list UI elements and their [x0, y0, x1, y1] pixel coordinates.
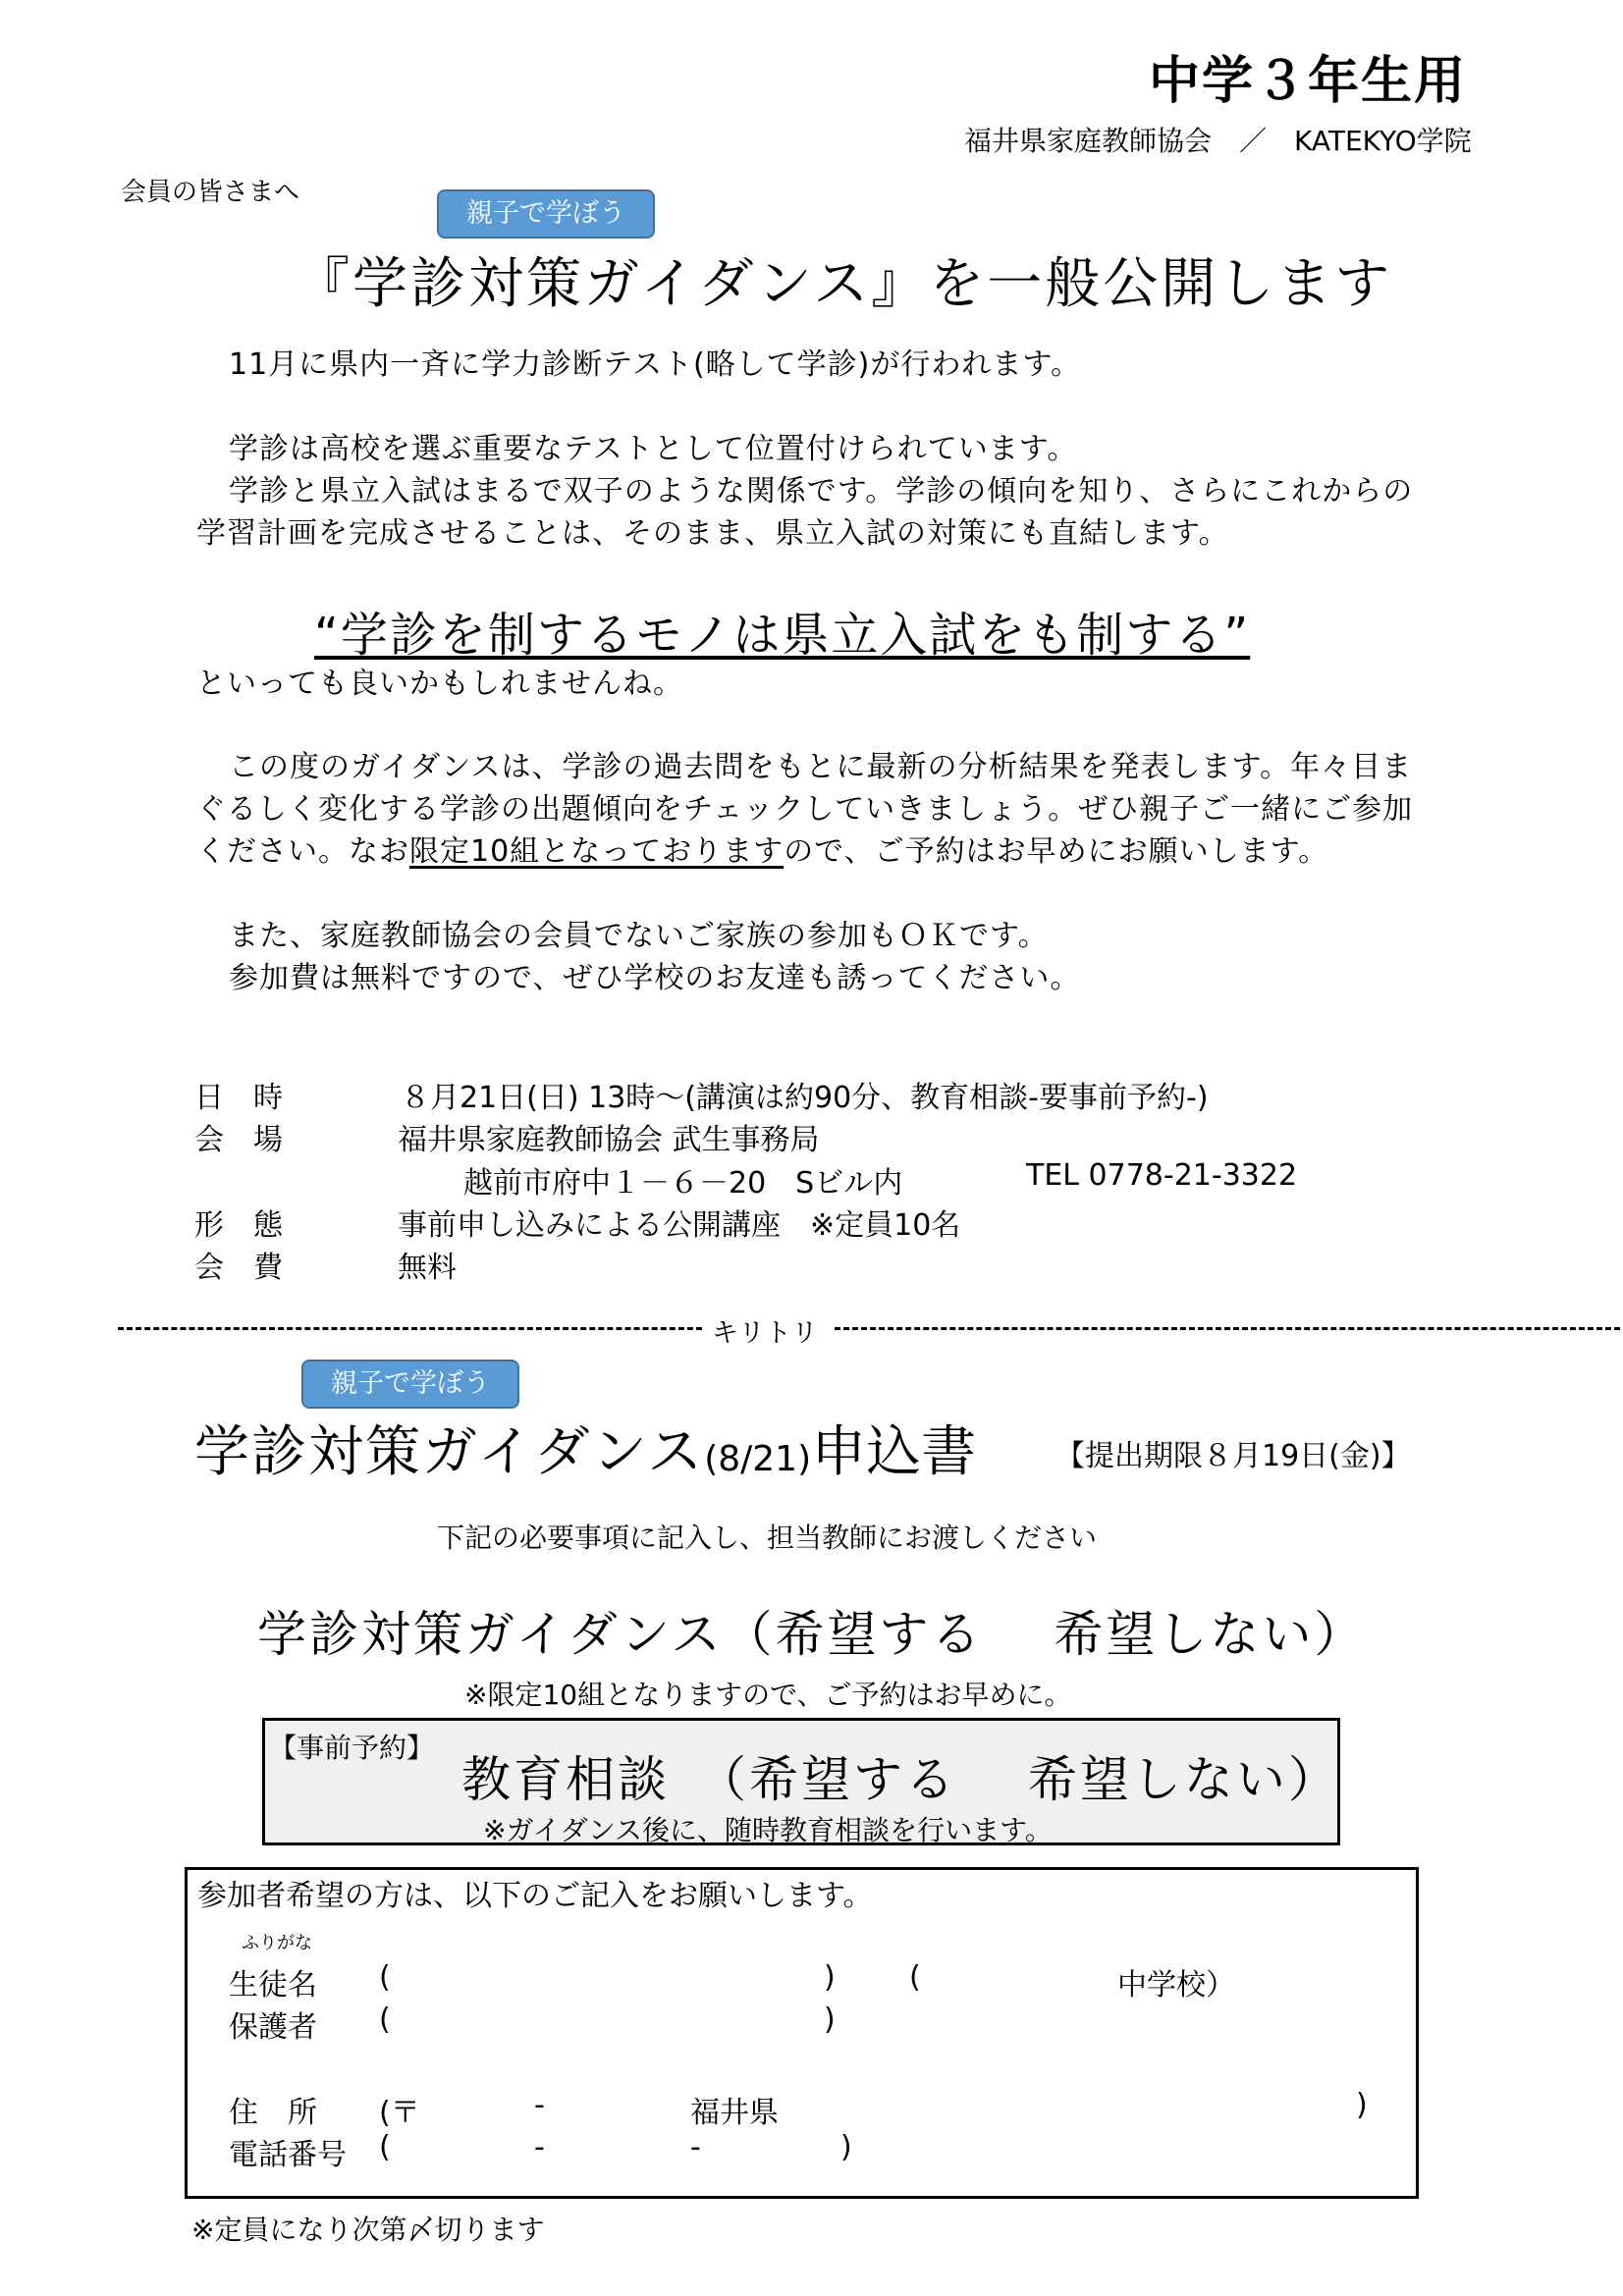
phone-dash-1: - — [534, 2130, 545, 2164]
phone-open-paren: ( — [379, 2130, 391, 2164]
intro-text-2: 学診は高校を選ぶ重要なテストとして位置付けられています。 — [229, 432, 1078, 466]
intro-text-5a: この度のガイダンスは、学診の過去問をもとに最新の分析結果を発表します。年々目まぐるしく変化する学診の出題傾向をチェックしていきましょう。ぜひ親子ご一緒にご参加ください。なお — [196, 750, 1414, 869]
venue-value: 福井県家庭教師協会 武生事務局 — [398, 1123, 820, 1157]
postal-code-dash: - — [534, 2088, 545, 2122]
furigana-label: ふりがな — [242, 1933, 312, 1953]
guidance-choice[interactable]: 学診対策ガイダンス（希望する 希望しない） — [257, 1606, 1367, 1663]
main-title: 『学診対策ガイダンス』を一般公開します — [295, 252, 1393, 316]
student-name-row — [229, 1960, 317, 2003]
intro-paragraph-5 — [196, 746, 1424, 873]
intro-text-7: 参加費は無料ですので、ぜひ学校のお友達も誘ってください。 — [229, 961, 1081, 995]
phone-close-paren: ) — [840, 2130, 852, 2164]
student-name-label: 生徒名 — [229, 1968, 317, 2002]
intro-text-6: また、家庭教師協会の会員でないご家族の参加もＯＫです。 — [229, 919, 1049, 953]
intro-text-5c: ので、ご予約はお早めにお願いします。 — [784, 834, 1329, 869]
intro-text-1: 11月に県内一斉に学力診断テスト(略して学診)が行われます。 — [229, 347, 1081, 382]
greeting: 会員の皆さまへ — [121, 178, 300, 207]
form-instruction: 下記の必要事項に記入し、担当教師にお渡しください — [437, 1522, 1098, 1554]
cut-line-dash-left — [118, 1327, 702, 1330]
fee-label: 会 費 — [194, 1251, 283, 1285]
consult-choice[interactable]: 教育相談 （希望する 希望しない） — [461, 1751, 1340, 1808]
address-prefix: (〒 — [379, 2096, 420, 2130]
guardian-open-paren: ( — [379, 2002, 391, 2037]
form-title-end: 申込書 — [811, 1420, 977, 1484]
phone-dash-2: - — [690, 2130, 701, 2164]
student-name-field[interactable] — [404, 1960, 993, 1996]
address-label: 住 所 — [229, 2096, 317, 2130]
date-label: 日 時 — [194, 1081, 283, 1115]
venue-address: 越前市府中１－６－20 Sビル内 — [463, 1166, 903, 1201]
intro-paragraph-6 — [229, 915, 1407, 957]
phone-label: 電話番号 — [229, 2138, 347, 2172]
limited-groups-text: 限定10組となっております — [409, 834, 784, 869]
key-quote — [314, 597, 1250, 665]
form-title — [194, 1409, 976, 1487]
guardian-field[interactable] — [404, 2002, 816, 2038]
entry-box-heading: 参加者希望の方は、以下のご記入をお願いします。 — [197, 1879, 873, 1913]
venue-label: 会 場 — [194, 1123, 283, 1157]
address-close-paren: ) — [1356, 2088, 1368, 2122]
intro-paragraph-1 — [229, 344, 1407, 386]
cut-line — [118, 1311, 1492, 1349]
guardian-close-paren: ) — [824, 2002, 836, 2037]
fee-value: 無料 — [398, 1251, 457, 1285]
form-title-main: 学診対策ガイダンス — [194, 1420, 705, 1484]
student-name-close-paren: ) — [824, 1960, 836, 1995]
phone-field[interactable] — [404, 2130, 816, 2165]
guidance-note: ※限定10組となりますので、ご予約はお早めに。 — [464, 1679, 1072, 1711]
footnote: ※定員になり次第〆切ります — [191, 2214, 545, 2246]
intro-paragraph-7 — [229, 957, 1407, 999]
intro-text-3: 学診と県立入試はまるで双子のような関係です。学診の傾向を知り、さらにこれからの学習計画を完成させることは、そのまま、県立入試の対策にも直結します。 — [196, 474, 1414, 551]
intro-paragraph-4 — [196, 663, 1424, 705]
parent-child-badge: 親子で学ぼう — [437, 189, 655, 239]
form-badge: 親子で学ぼう — [301, 1360, 519, 1409]
format-value: 事前申し込みによる公開講座 ※定員10名 — [398, 1208, 961, 1243]
intro-paragraph-3 — [196, 470, 1424, 555]
form-title-date: (8/21) — [704, 1439, 812, 1479]
grade-label: 中学３年生用 — [1149, 52, 1468, 111]
intro-paragraph-2 — [229, 428, 1407, 470]
key-quote-text: “学診を制するモノは県立入試をも制する” — [314, 608, 1251, 663]
prefecture-label: 福井県 — [690, 2096, 779, 2130]
consult-tag: 【事前予約】 — [269, 1732, 435, 1764]
intro-text-4: といっても良いかもしれませんね。 — [196, 667, 683, 701]
deadline: 【提出期限８月19日(金)】 — [1055, 1439, 1411, 1473]
school-open-paren: ( — [909, 1960, 921, 1995]
format-label: 形 態 — [194, 1208, 283, 1243]
student-name-open-paren: ( — [379, 1960, 391, 1995]
cut-line-label: キリトリ — [712, 1318, 818, 1349]
venue-tel: TEL 0778-21-3322 — [1026, 1158, 1298, 1193]
school-suffix: 中学校） — [1117, 1968, 1235, 2002]
consult-note: ※ガイダンス後に、随時教育相談を行います。 — [483, 1814, 1053, 1846]
guardian-label: 保護者 — [229, 2010, 317, 2045]
entry-box — [185, 1867, 1419, 2199]
date-value: ８月21日(日) 13時～(講演は約90分、教育相談-要事前予約-) — [401, 1081, 1209, 1115]
consultation-box — [262, 1718, 1340, 1845]
address-field[interactable] — [796, 2088, 1287, 2123]
cut-line-dash-right — [835, 1327, 1620, 1330]
organization-name: 福井県家庭教師協会 ／ KATEKYO学院 — [964, 125, 1472, 157]
